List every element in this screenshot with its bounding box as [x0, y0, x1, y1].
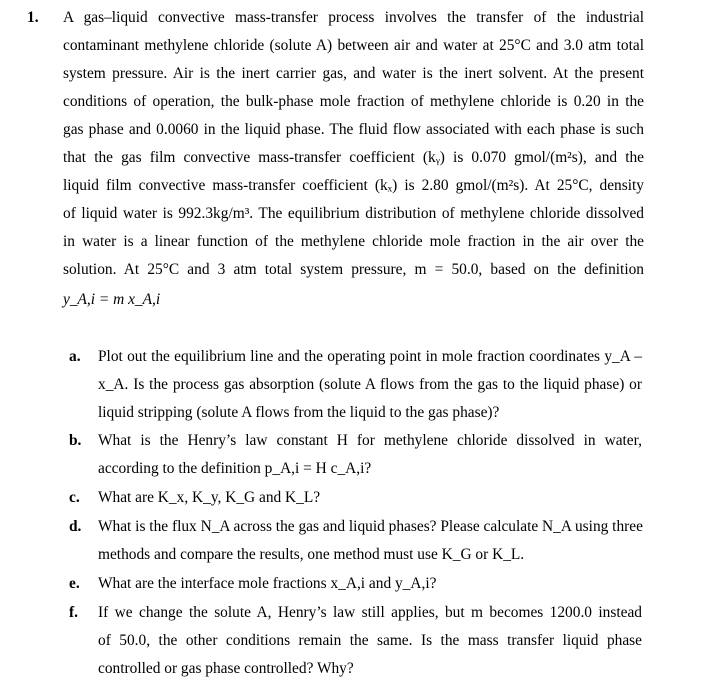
- part-label: e.: [69, 575, 80, 592]
- part-line: controlled or gas phase controlled? Why?: [98, 660, 354, 677]
- part-label: a.: [69, 348, 81, 365]
- paragraph-line: solution. At 25°C and 3 atm total system pressure, m = 50.0, based on the definition: [63, 261, 644, 278]
- part-line: What is the flux N_A across the gas and liquid phases? Please calculate N_A using three: [98, 518, 643, 535]
- equilibrium-equation: y_A,i = m x_A,i: [63, 291, 161, 308]
- part-line: What are K_x, K_y, K_G and K_L?: [98, 489, 321, 506]
- part-line: methods and compare the results, one method must use K_G or K_L.: [98, 546, 525, 563]
- part-line: If we change the solute A, Henry’s law still applies, but m becomes 1200.0 instead: [98, 604, 642, 621]
- part-label: c.: [69, 489, 80, 506]
- paragraph-line: conditions of operation, the bulk-phase mole fraction of methylene chloride is 0.20 in the: [63, 93, 644, 110]
- part-line: What are the interface mole fractions x_A,i and y_A,i?: [98, 575, 437, 592]
- paragraph-line: contaminant methylene chloride (solute A) between air and water at 25°C and 3.0 atm total: [63, 37, 644, 54]
- part-label: d.: [69, 518, 82, 535]
- paragraph-line: of liquid water is 992.3kg/m³. The equilibrium distribution of methylene chloride dissolved: [63, 205, 644, 222]
- paragraph-line: A gas–liquid convective mass-transfer process involves the transfer of the industrial: [63, 9, 644, 26]
- paragraph-line: in water is a linear function of the methylene chloride mole fraction in the air over the: [63, 233, 644, 250]
- paragraph-line: gas phase and 0.0060 in the liquid phase. The fluid flow associated with each phase is such: [63, 121, 644, 138]
- part-line: Plot out the equilibrium line and the operating point in mole fraction coordinates y_A –: [98, 348, 642, 365]
- part-line: according to the definition p_A,i = H c_A,i?: [98, 460, 372, 477]
- part-label: b.: [69, 432, 82, 449]
- question-number: 1.: [27, 9, 39, 26]
- part-line: of 50.0, the other conditions remain the same. Is the mass transfer liquid phase: [98, 632, 642, 649]
- paragraph-line: that the gas film convective mass-transfer coefficient (kᵧ) is 0.070 gmol/(m²s), and the: [63, 149, 644, 166]
- paragraph-line: liquid film convective mass-transfer coefficient (kₓ) is 2.80 gmol/(m²s). At 25°C, density: [63, 177, 644, 194]
- part-line: x_A. Is the process gas absorption (solute A flows from the gas to the liquid phase) or: [98, 376, 642, 393]
- part-line: What is the Henry’s law constant H for methylene chloride dissolved in water,: [98, 432, 642, 449]
- part-label: f.: [69, 604, 78, 621]
- paragraph-line: system pressure. Air is the inert carrier gas, and water is the inert solvent. At the present: [63, 65, 644, 82]
- part-line: liquid stripping (solute A flows from the liquid to the gas phase)?: [98, 404, 500, 421]
